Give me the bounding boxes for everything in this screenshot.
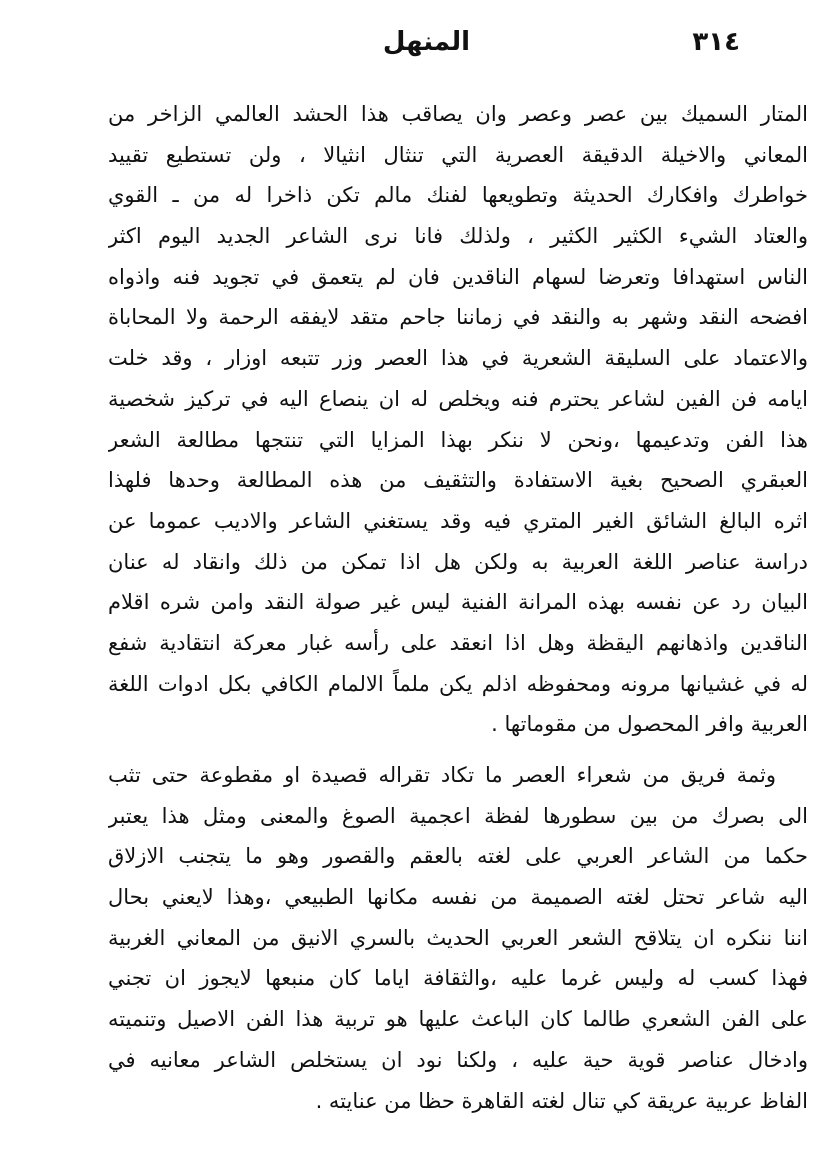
- text-line: المتار السميك بين عصر وعصر وان يصاقب هذا الحشد العالمي الزاخر من: [108, 102, 808, 126]
- text-line: الى بصرك من بين سطورها لفظة اعجمية الصوغ والمعنى ومثل هذا يعتبر: [108, 803, 808, 828]
- paragraph-1: [108, 94, 808, 745]
- text-line: والعتاد الشيء الكثير الكثير ، ولذلك فانا نرى الشاعر الجديد اليوم اكثر: [108, 224, 808, 249]
- paragraph-2: [108, 755, 808, 1121]
- text-line: والاعتماد على السليقة الشعرية في هذا العصر وزر تتبعه اوزار ، وقد خلت: [108, 346, 808, 371]
- text-line: العبقري الصحيح بغية الاستفادة والتثقيف من هذه المطالعة وحدها فلهذا: [108, 468, 808, 493]
- page-header: [120, 22, 740, 62]
- text-line: على الفن الشعري طالما كان الباعث عليها هو تربية هذا الفن الاصيل وتنميته: [108, 1007, 808, 1032]
- text-line: المعاني والاخيلة الدقيقة العصرية التي تنثال انثيالا ، ولن تستطيع تقييد: [108, 142, 808, 167]
- text-line: العربية وافر المحصول من مقوماتها .: [491, 712, 808, 737]
- text-line: وادخال عناصر قوية حية عليه ، ولكنا نود ان يستخلص الشاعر معانيه في: [108, 1047, 808, 1072]
- running-title: المنهل: [382, 27, 470, 57]
- text-line: دراسة عناصر اللغة العربية به ولكن هل اذا تمكن من ذلك وانقاد له عنان: [108, 549, 808, 574]
- paragraph-gap: [108, 745, 808, 755]
- text-line: الناقدين واذهانهم اليقظة وهل اذا انعقد على رأسه غبار معركة انتقادية شفع: [108, 630, 808, 655]
- text-line: ايامه فن الفين لشاعر يحترم فنه ويخلص له ان ينصاع اليه في تركيز شخصية: [108, 386, 808, 411]
- text-line: الناس استهدافا وتعرضا لسهام الناقدين فان لم يتعمق في تجويد فنه واذواه: [108, 264, 808, 289]
- text-line: البيان رد عن نفسه بهذه المرانة الفنية ليس غير صولة النقد وامن شره اقلام: [108, 590, 808, 615]
- body-text: [108, 94, 808, 1121]
- text-line: خواطرك وافكارك الحديثة وتطويعها لفنك مالم تكن ذاخرا له من ـ القوي: [108, 183, 808, 208]
- text-line: اثره البالغ الشائق الغير المتري فيه وقد يستغني الشاعر والاديب عموما عن: [108, 508, 808, 533]
- text-line: اننا ننكره ان يتلاقح الشعر العربي الحديث بالسري الانيق من المعاني الغربية: [108, 925, 808, 950]
- text-line: هذا الفن وتدعيمها ،ونحن لا ننكر بهذا المزايا التي تنتجها مطالعة الشعر: [108, 427, 808, 452]
- text-line: الفاظ عربية عريقة كي تنال لغته القاهرة حظا من عنايته .: [315, 1088, 808, 1113]
- page-number: ٣١٤: [692, 27, 740, 57]
- text-line: اليه شاعر تحتل لغته الصميمة من نفسه مكانها الطبيعي ،وهذا لايعني بحال: [108, 885, 808, 910]
- text-line: فهذا كسب له وليس غرما عليه ،والثقافة اياما كان منبعها لايجوز ان تجني: [108, 966, 808, 991]
- text-line: افضحه النقد وشهر به والنقد في زماننا جاحم متقد لايفقه الرحمة ولا المحاباة: [108, 305, 808, 330]
- text-line: حكما من الشاعر العربي على لغته بالعقم والقصور وهو ما يتجنب الازلاق: [108, 844, 808, 869]
- text-line: وثمة فريق من شعراء العصر ما تكاد تقراله قصيدة او مقطوعة حتى تثب: [108, 763, 776, 787]
- text-line: له في غشيانها مرونه ومحفوظه اذلم يكن ملماً الالمام الكافي بكل ادوات اللغة: [108, 671, 808, 696]
